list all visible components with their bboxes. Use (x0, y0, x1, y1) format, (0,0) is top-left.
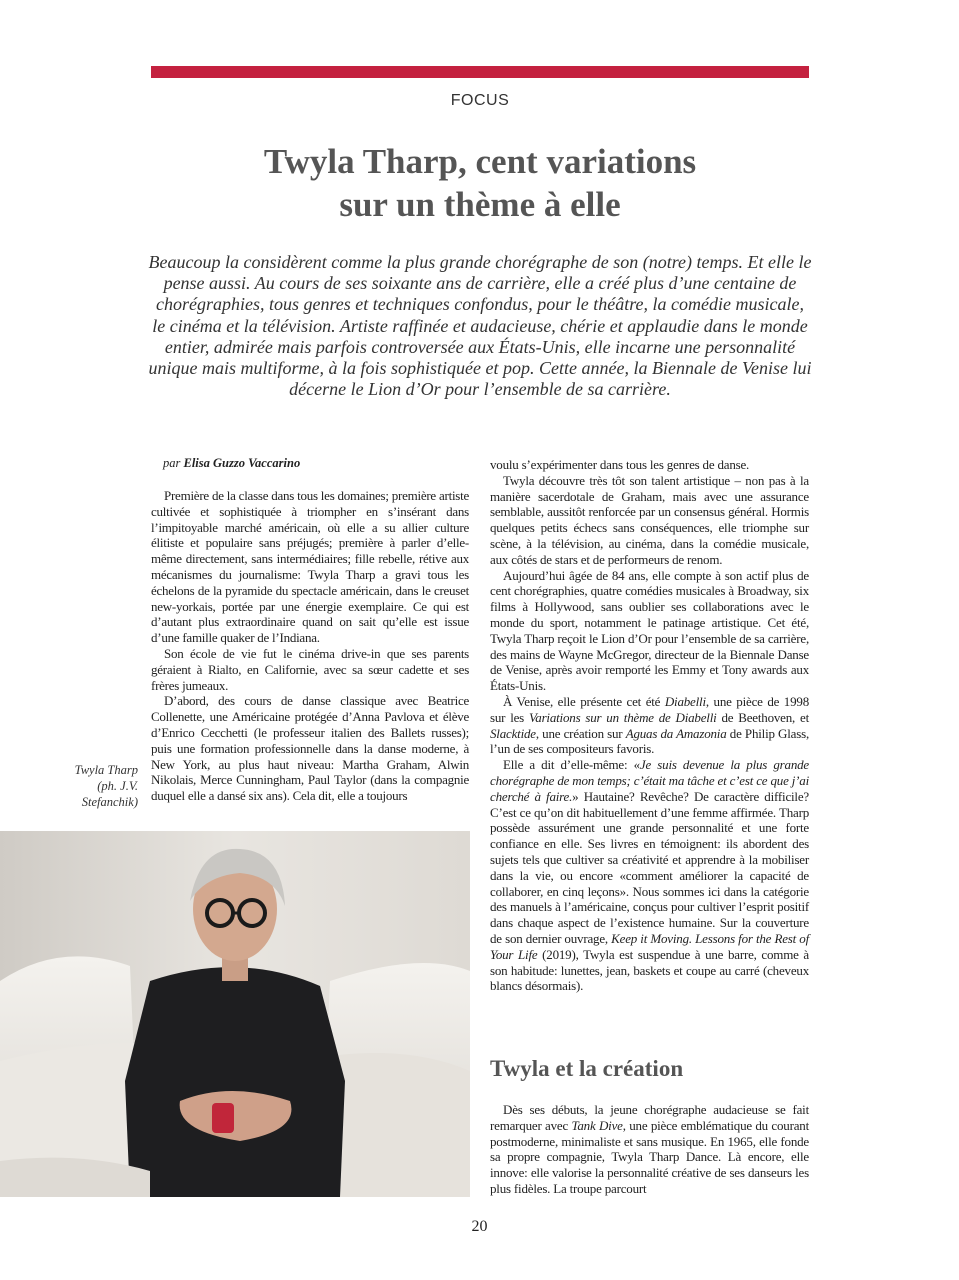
byline-prefix: par (163, 456, 181, 470)
section-label: FOCUS (450, 92, 510, 109)
right-column (490, 457, 809, 994)
paragraph: Twyla découvre très tôt son talent artistique – non pas à la manière sacerdotale de Graham, mais avec une assurance semblable, aussitôt renforcée par un consensus général. Hormis quelques petits échecs sans conséquences, elle triomphe sur scène, à la télévision, au cinéma, dans la comédie musicale, aux côtés de stars et de performeurs de renom. (490, 472, 809, 567)
page-number: 20 (471, 1218, 488, 1235)
article-lead: Beaucoup la considèrent comme la plus grande chorégraphe de son (notre) temps. Et elle le pense aussi. Au cours de ses soixante ans de carrière, elle a créé plus d’une centaine de chorégraphies, tous genres et techniques confondus, pour le théâtre, la comédie musicale, le cinéma et la télévision. Artiste raffinée et audacieuse, chérie et applaudie dans le monde entier, admirée mais parfois controversée aux États-Unis, elle incarne une personnalité unique mais multiforme, à la fois sophistiquée et pop. Cette année, la Biennale de Venise lui décerne le Lion d’Or pour l’ensemble de sa carrière. (148, 252, 812, 400)
section-subheading: Twyla et la création (490, 1056, 684, 1081)
caption-credit: (ph. J.V. (97, 779, 138, 793)
paragraph: À Venise, elle présente cet été Diabelli, une pièce de 1998 sur les Variations sur un thème de Diabelli de Beethoven, et Slacktide, une création sur Aguas da Amazonia de Philip Glass, l’un de ses compositeurs favoris. (490, 693, 809, 757)
paragraph: D’abord, des cours de danse classique avec Beatrice Collenette, une Américaine protégée d’Anna Pavlova et élève d’Enrico Cecchetti (le professeur italien des Ballets russes); puis une formation professionnelle dans la danse moderne, à New York, au plus haut niveau: Martha Graham, Alwin Nikolais, Merce Cunningham, Paul Taylor (dans la compagnie duquel elle a dansé six ans). Cela dit, elle a toujours (151, 693, 469, 804)
byline-author: Elisa Guzzo Vaccarino (183, 456, 301, 470)
portrait-illustration (0, 831, 470, 1197)
caption-credit: Stefanchik) (81, 795, 138, 809)
creation-section (490, 1102, 809, 1197)
paragraph: voulu s’expérimenter dans tous les genres de danse. (490, 457, 750, 472)
paragraph: Dès ses débuts, la jeune chorégraphe audacieuse se fait remarquer avec Tank Dive, une pièce emblématique du courant postmoderne, minimaliste et sans musique. En 1965, elle fonde sa propre compagnie, Twyla Tharp Dance. Là encore, elle innove: elle valorise la personnalité créative de ses danseurs les plus fidèles. La troupe parcourt (490, 1102, 810, 1196)
article-title (151, 140, 809, 226)
portrait-photo (0, 831, 470, 1197)
paragraph: Première de la classe dans tous les domaines; première artiste cultivée et sophistiquée à triompher en s’insérant dans l’impitoyable marché américain, où elle a su allier culture élitiste et populaire sans préjugés; première à parler d’elle-même directement, sans intermédiaires; fille rebelle, rétive aux mécanismes du journalisme: Twyla Tharp a gravi tous les échelons de la pyramide du spectacle américain, dans le creuset new-yorkais, portée par une énergie exemplaire. Ce qui est d’autant plus extraordinaire quand on sait qu’elle est issue d’une famille quaker de l’Indiana. (151, 488, 469, 646)
byline (163, 456, 300, 471)
photo-caption (30, 762, 138, 810)
paragraph: Aujourd’hui âgée de 84 ans, elle compte à son actif plus de cent chorégraphies, quatre comédies musicales à Broadway, six films à Hollywood, sans oublier ses collaborations avec le monde du sport, notamment le patinage artistique. Cet été, Twyla Tharp reçoit le Lion d’Or pour l’ensemble de sa carrière, des mains de Wayne McGregor, directeur de la Biennale Danse de Venise, après avoir remporté les Emmy et Tony awards aux États-Unis. (490, 567, 809, 694)
caption-name: Twyla Tharp (74, 763, 138, 777)
left-column (151, 488, 469, 804)
top-accent-bar (151, 66, 809, 78)
paragraph: Elle a dit d’elle-même: «Je suis devenue la plus grande chorégraphe de mon temps; c’était ma tâche et c’est ce que j’ai cherché à faire.» Hautaine? Revêche? De caractère difficile? C’est ce qu’on dit habituellement d’une femme affirmée. Tharp possède assurément une grande personnalité et une forte confiance en elle. Ses livres en témoignent: ils abordent des sujets tels que cultiver sa créativité et apprendre à la mobiliser dans la vie, ou encore «comment améliorer la capacité de collaborer, en cinq leçons». Nous sommes ici dans la catégorie des manuels à l’américaine, conçus pour cultiver l’esprit positif dans chaque aspect de l’existence humaine. Sur la couverture de son dernier ouvrage, Keep it Moving. Lessons for the Rest of Your Life (2019), Twyla est suspendue à une barre, comme à son habitude: lunettes, jean, baskets et coupe au carré (cheveux blancs désormais). (490, 757, 809, 994)
title-line-1: Twyla Tharp, cent variations (263, 142, 697, 181)
paragraph: Son école de vie fut le cinéma drive-in que ses parents géraient à Rialto, en Californie, avec sa sœur cadette et ses frères jumeaux. (151, 645, 469, 693)
title-line-2: sur un thème à elle (339, 185, 621, 224)
